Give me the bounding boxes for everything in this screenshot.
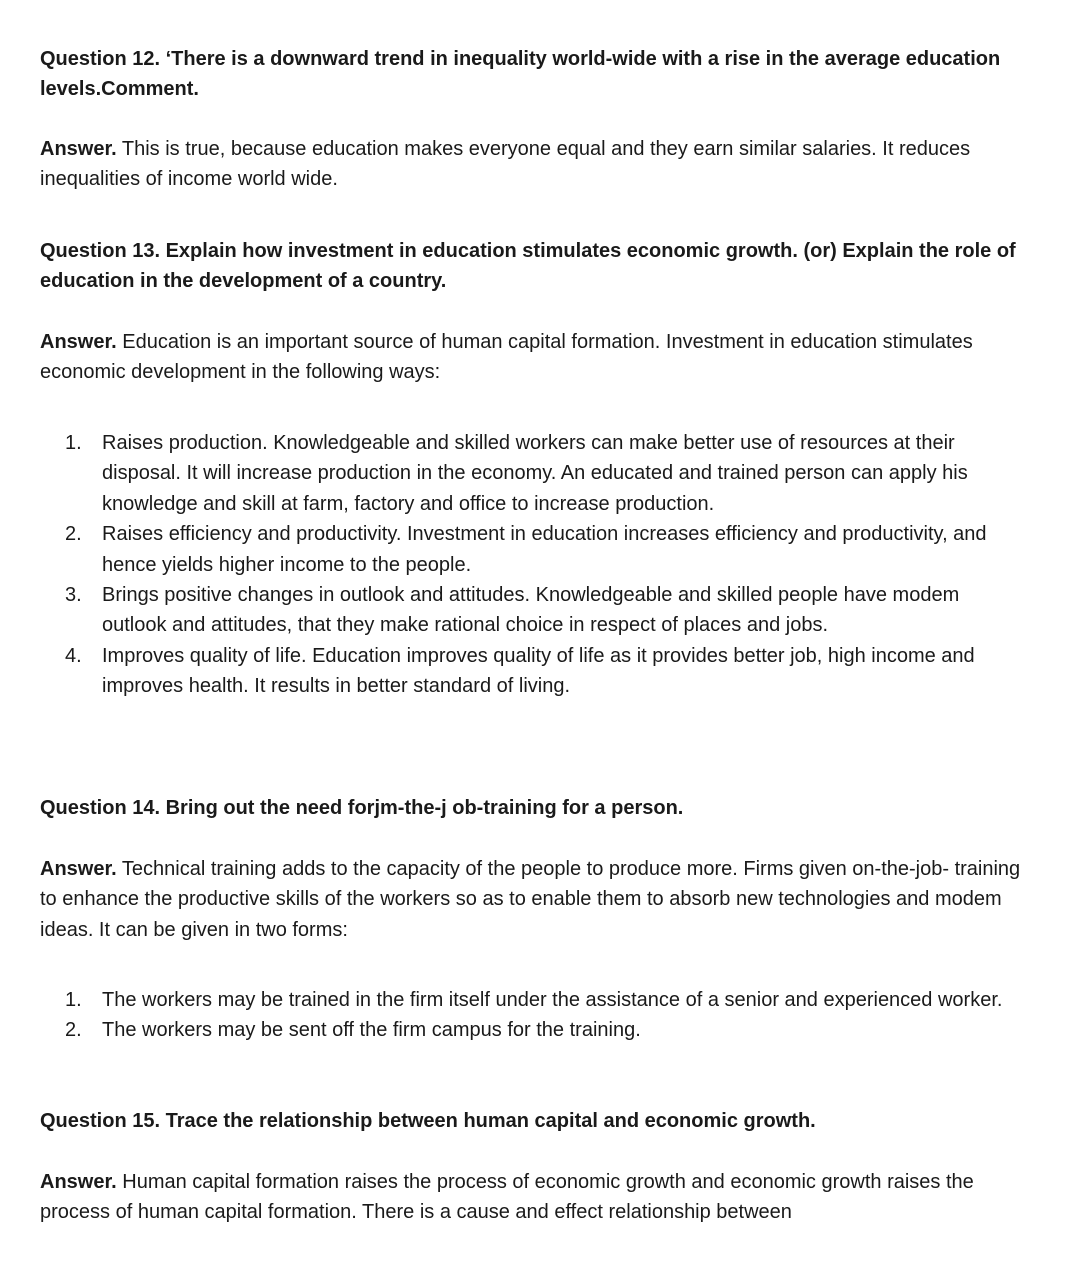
answer-text: Human capital formation raises the process of economic growth and economic growth raises the process of human capital formation. There is a cause and effect relationship between (40, 1171, 974, 1224)
answer-label: Answer. (40, 138, 117, 160)
list-item-number: 1. (65, 432, 82, 454)
answer-label: Answer. (40, 858, 117, 880)
answer-label: Answer. (40, 1171, 117, 1193)
question-12-heading: Question 12. ‘There is a downward trend in inequality world-wide with a rise in the average education levels.Comment. (40, 48, 1001, 101)
list-item-text: The workers may be sent off the firm campus for the training. (102, 1019, 641, 1042)
question-14-heading: Question 14. Bring out the need forjm-the-j ob-training for a person. (40, 797, 684, 819)
answer-14 (40, 854, 1030, 945)
answer-14-list (0, 985, 1030, 1046)
answer-label: Answer. (40, 331, 117, 353)
list-item-text: Raises production. Knowledgeable and skilled workers can make better use of resources at their disposal. It will increase production in the economy. An educated and trained person can apply his knowledge and skill at farm, factory and office to increase production. (102, 432, 968, 515)
question-15-heading: Question 15. Trace the relationship between human capital and economic growth. (40, 1110, 816, 1132)
list-item-number: 3. (65, 584, 82, 607)
list-item (0, 1015, 1030, 1045)
list-item-text: Raises efficiency and productivity. Investment in education increases efficiency and productivity, and hence yields higher income to the people. (102, 523, 987, 576)
list-item (0, 985, 1030, 1015)
list-item (0, 580, 1030, 641)
answer-text: Education is an important source of human capital formation. Investment in education stimulates economic development in the following ways: (40, 331, 973, 384)
answer-text: Technical training adds to the capacity of the people to produce more. Firms given on-the-job- training to enhance the productive skills of the workers so as to enable them to absorb new technologies and modem ideas. It can be given in two forms: (40, 858, 1021, 941)
question-13-heading: Question 13. Explain how investment in education stimulates economic growth. (or) Explain the role of education in the development of a country. (40, 240, 1016, 293)
list-item-text: Brings positive changes in outlook and attitudes. Knowledgeable and skilled people have modem outlook and attitudes, that they make rational choice in respect of places and jobs. (102, 584, 960, 637)
answer-13-list (0, 428, 1030, 702)
answer-13 (40, 327, 1030, 388)
list-item-text: Improves quality of life. Education improves quality of life as it provides better job, high income and improves health. It results in better standard of living. (102, 644, 975, 698)
list-item-number: 2. (65, 1019, 82, 1042)
list-item-number: 1. (65, 989, 82, 1011)
answer-15 (40, 1167, 1030, 1228)
list-item (0, 519, 1030, 580)
list-item-number: 4. (65, 644, 82, 667)
list-item (0, 641, 1030, 702)
list-item-number: 2. (65, 523, 82, 546)
list-item-text: The workers may be trained in the firm itself under the assistance of a senior and experienced worker. (102, 989, 1003, 1011)
answer-text: This is true, because education makes everyone equal and they earn similar salaries. It reduces inequalities of income world wide. (40, 138, 971, 191)
answer-12 (40, 134, 1030, 195)
list-item (0, 428, 1030, 519)
